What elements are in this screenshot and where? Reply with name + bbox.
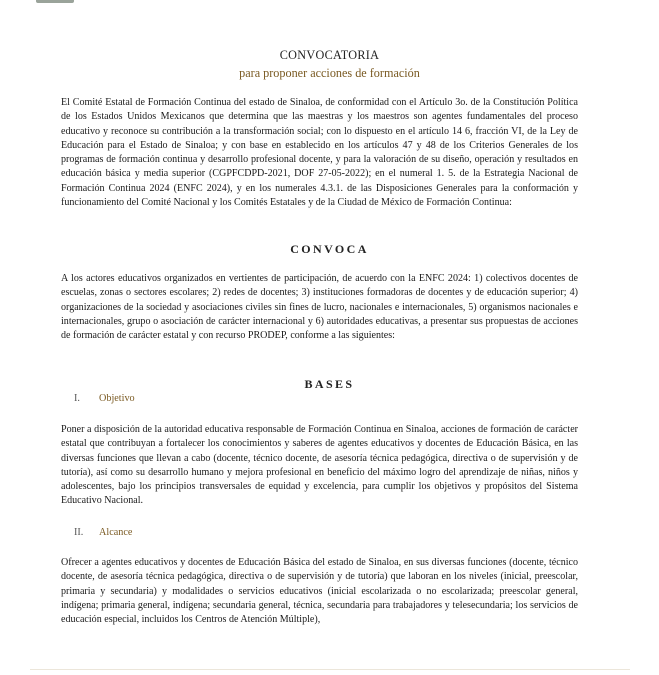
convoca-paragraph: A los actores educativos organizados en vertientes de participación, de acuerdo con la ENFC 2024: 1) colectivos docentes de escuelas, zonas o sectores escolares; 2) redes de docentes; 3) instituciones formadoras de docentes y de educación superior; 4) organizaciones de la sociedad y asociaciones civiles sin fines de lucro, nacionales e internacionales, 5) organismos nacionales e internacionales, grupo o asociación de carácter internacional y 6) autoridades educativas, a presentar sus propuestas de acciones de formación de carácter estatal y con recurso PRODEP, conforme a las siguientes:: [61, 273, 578, 342]
bases-heading: BASES: [304, 377, 355, 391]
section-alcance-heading: [74, 527, 132, 538]
document-title: CONVOCATORIA: [279, 48, 380, 62]
objetivo-paragraph: Poner a disposición de la autoridad educativa responsable de Formación Continua en Sinaloa, acciones de formación de carácter estatal que contribuyan a fortalecer los conocimientos y saberes de agentes educativos y docentes de Educación Básica, en las diversas funciones que llevan a cabo (docente, técnico docente, de asesoría técnica pedagógica, directiva o de supervisión y de tutoría), así como su desarrollo humano y mejora profesional en beneficio del máximo logro del aprendizaje de niñas, niños y adolescentes, bajo los principios transversales de equidad y excelencia, para cumplir los objetivos y propósitos del Sistema Educativo Nacional.: [61, 424, 578, 507]
section-number: II.: [74, 527, 84, 538]
section-number: I.: [74, 393, 80, 404]
corner-tab-mark: [36, 0, 74, 3]
alcance-paragraph: Ofrecer a agentes educativos y docentes de Educación Básica del estado de Sinaloa, en sus diversas funciones (docente, técnico docente, de asesoría técnica pedagógica, directiva o de supervisión y de tutoría) que laboran en los niveles (inicial, preescolar, primaria y secundaria) y modalidades o servicios educativos (inicial escolarizada o no escolarizada; preescolar general, indígena; primaria general, indígena; secundaria general, técnica, secundaria para trabajadores y telesecundaria; los servicios de educación especial, incluidos los Centros de Atención Múltiple),: [61, 557, 578, 626]
footer-divider: [30, 669, 630, 670]
section-title: Objetivo: [99, 393, 135, 404]
section-title: Alcance: [99, 527, 133, 538]
convoca-heading: CONVOCA: [290, 242, 369, 256]
intro-paragraph: El Comité Estatal de Formación Continua del estado de Sinaloa, de conformidad con el Artículo 3o. de la Constitución Política de los Estados Unidos Mexicanos que determina que las maestras y los maestros son agentes fundamentales del proceso educativo y reconoce su contribución a la transformación social; con lo dispuesto en el artículo 14 6, fracción VI, de la Ley de Educación para el Estado de Sinaloa; y con base en establecido en los artículos 47 y 48 de los Criterios Generales de los programas de formación continua y desarrollo profesional docente, y para la valoración de su diseño, operación y resultados en educación básica y media superior (CGPFCDPD-2021, DOF 27-05-2022); en el numeral 1. 5. de la Estrategia Nacional de Formación Continua 2024 (ENFC 2024), y en los numerales 4.3.1. de las Disposiciones Generales para la conformación y funcionamiento del Comité Nacional y los Comités Estatales y de la Ciudad de México de Formación Continua:: [61, 97, 578, 209]
section-objetivo-heading: [74, 393, 135, 404]
document-subtitle: para proponer acciones de formación: [239, 66, 420, 80]
